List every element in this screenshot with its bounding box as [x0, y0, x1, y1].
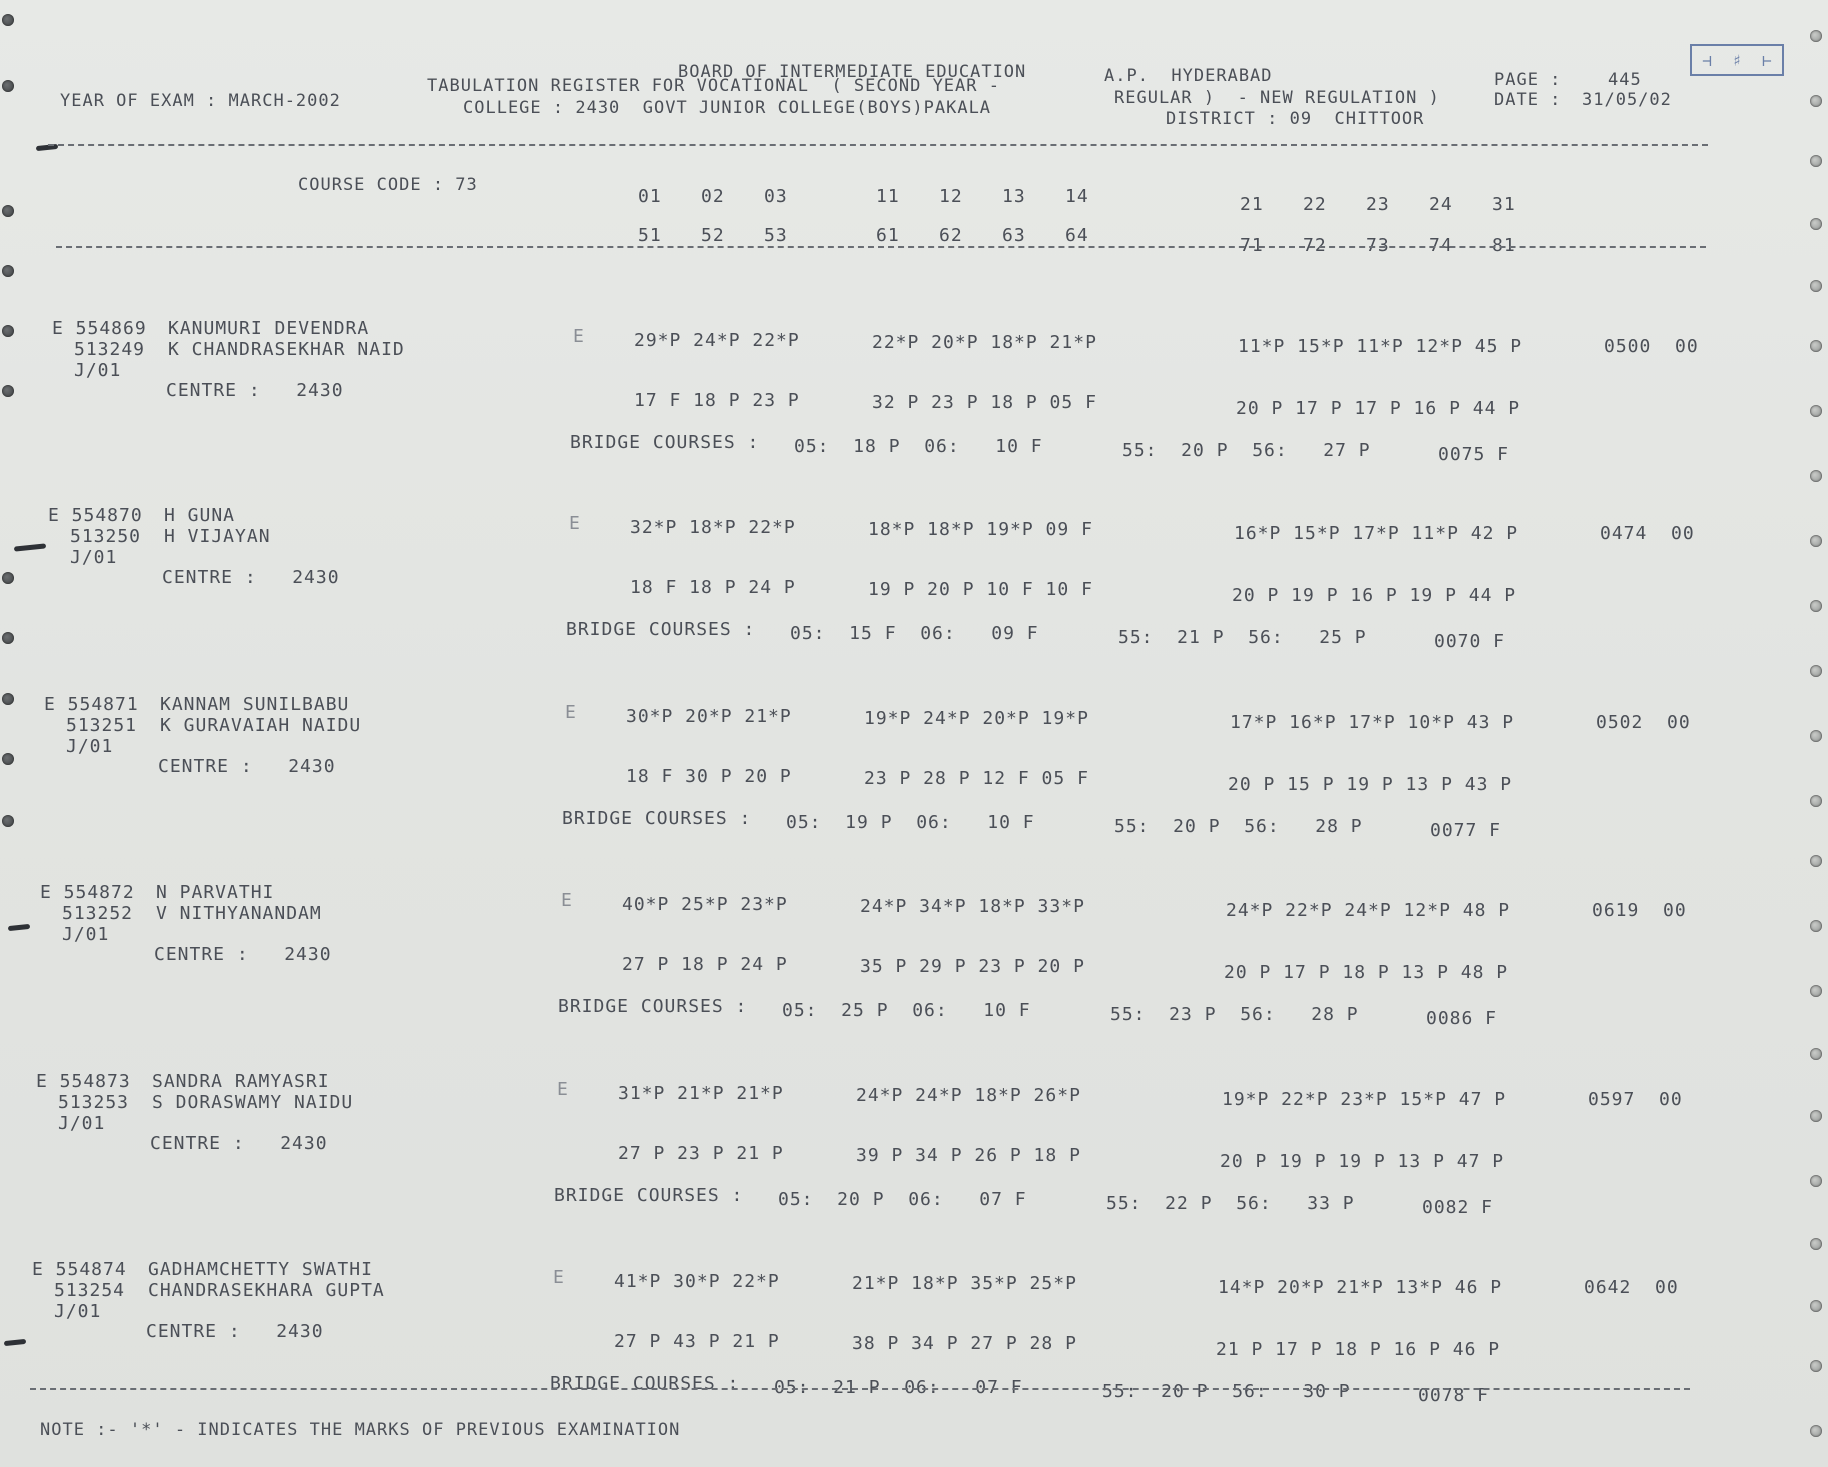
- subject-code: 74: [1429, 235, 1453, 256]
- marks-part2-current: 23 P 28 P 12 F 05 F: [864, 768, 1089, 789]
- student-name: SANDRA RAMYASRI: [152, 1071, 330, 1092]
- bridge-courses-label: BRIDGE COURSES :: [550, 1373, 740, 1394]
- student-father-name: H VIJAYAN: [164, 526, 271, 547]
- subject-code: 61: [876, 225, 900, 246]
- subject-code: 52: [701, 225, 725, 246]
- student-medium: E: [565, 702, 577, 723]
- student-group: J/01: [54, 1301, 102, 1322]
- student-father-name: S DORASWAMY NAIDU: [152, 1092, 354, 1113]
- student-father-name: CHANDRASEKHARA GUPTA: [148, 1280, 385, 1301]
- bridge-courses-label: BRIDGE COURSES :: [554, 1185, 744, 1206]
- subject-code: 73: [1366, 235, 1390, 256]
- subject-code: 23: [1366, 194, 1390, 215]
- student-centre: CENTRE : 2430: [162, 567, 340, 588]
- marks-part1-current: 27 P 43 P 21 P: [614, 1331, 780, 1352]
- marks-part1-prev: 32*P 18*P 22*P: [630, 517, 796, 538]
- marks-part1-current: 27 P 18 P 24 P: [622, 954, 788, 975]
- student-register-number: 513249: [74, 339, 146, 360]
- college-line: COLLEGE : 2430 GOVT JUNIOR COLLEGE(BOYS)PAKALA: [463, 98, 992, 118]
- marks-part1-prev: 29*P 24*P 22*P: [634, 330, 800, 351]
- marks-part1-prev: 40*P 25*P 23*P: [622, 894, 788, 915]
- marks-part2-current: 19 P 20 P 10 F 10 F: [868, 579, 1093, 600]
- page-number: 445: [1608, 70, 1642, 90]
- student-medium: E: [561, 890, 573, 911]
- board-logo: [1690, 44, 1784, 76]
- marks-part3-prev: 11*P 15*P 11*P 12*P 45 P: [1238, 336, 1523, 357]
- student-register-number: 513250: [70, 526, 142, 547]
- student-total: 0474 00: [1600, 523, 1695, 544]
- page-label: PAGE :: [1494, 70, 1562, 90]
- student-medium: E: [573, 326, 585, 347]
- bridge-courses-total: 0082 F: [1422, 1197, 1494, 1218]
- student-medium: E: [569, 513, 581, 534]
- logo-left-mark: ⊣: [1702, 50, 1712, 70]
- pen-mark: [14, 543, 46, 551]
- student-name: H GUNA: [164, 505, 236, 526]
- subject-code: 13: [1002, 186, 1026, 207]
- register-title-1: TABULATION REGISTER FOR VOCATIONAL ( SECOND YEAR -: [427, 76, 1000, 96]
- marks-part2-prev: 24*P 24*P 18*P 26*P: [856, 1085, 1081, 1106]
- marks-part2-current: 35 P 29 P 23 P 20 P: [860, 956, 1085, 977]
- bridge-courses-05-06: 05: 15 F 06: 09 F: [790, 623, 1039, 644]
- marks-part2-prev: 24*P 34*P 18*P 33*P: [860, 896, 1085, 917]
- subject-code: 62: [939, 225, 963, 246]
- subject-code: 31: [1492, 194, 1516, 215]
- marks-part2-prev: 21*P 18*P 35*P 25*P: [852, 1273, 1077, 1294]
- student-name: GADHAMCHETTY SWATHI: [148, 1259, 373, 1280]
- student-father-name: K GURAVAIAH NAIDU: [160, 715, 362, 736]
- logo-center-mark: ♯: [1732, 50, 1742, 70]
- student-medium: E: [553, 1267, 565, 1288]
- bridge-courses-total: 0077 F: [1430, 820, 1502, 841]
- bridge-courses-55-56: 55: 20 P 56: 28 P: [1114, 816, 1363, 837]
- marks-part1-prev: 30*P 20*P 21*P: [626, 706, 792, 727]
- student-exam-number: E 554870: [48, 505, 143, 526]
- student-father-name: V NITHYANANDAM: [156, 903, 322, 924]
- bridge-courses-55-56: 55: 21 P 56: 25 P: [1118, 627, 1367, 648]
- date-label: DATE :: [1494, 90, 1562, 110]
- student-group: J/01: [74, 360, 122, 381]
- student-centre: CENTRE : 2430: [158, 756, 336, 777]
- marks-part2-prev: 19*P 24*P 20*P 19*P: [864, 708, 1089, 729]
- date-value: 31/05/02: [1582, 90, 1672, 110]
- footer-note: NOTE :- '*' - INDICATES THE MARKS OF PREVIOUS EXAMINATION: [40, 1420, 681, 1440]
- marks-part3-prev: 24*P 22*P 24*P 12*P 48 P: [1226, 900, 1511, 921]
- marks-part3-current: 20 P 15 P 19 P 13 P 43 P: [1228, 774, 1513, 795]
- bridge-courses-05-06: 05: 21 P 06: 07 F: [774, 1377, 1023, 1398]
- course-code: COURSE CODE : 73: [298, 175, 478, 195]
- student-exam-number: E 554873: [36, 1071, 131, 1092]
- student-centre: CENTRE : 2430: [150, 1133, 328, 1154]
- state-title: A.P. HYDERABAD: [1104, 66, 1273, 86]
- subject-code: 03: [764, 186, 788, 207]
- student-group: J/01: [70, 547, 118, 568]
- bridge-courses-total: 0086 F: [1426, 1008, 1498, 1029]
- subject-code: 81: [1492, 235, 1516, 256]
- student-exam-number: E 554871: [44, 694, 139, 715]
- left-feed-strip: [2, 0, 18, 1467]
- student-register-number: 513254: [54, 1280, 126, 1301]
- bridge-courses-55-56: 55: 22 P 56: 33 P: [1106, 1193, 1355, 1214]
- marks-part1-current: 17 F 18 P 23 P: [634, 390, 800, 411]
- bridge-courses-total: 0078 F: [1418, 1385, 1490, 1406]
- column-header-divider: [56, 246, 1706, 248]
- marks-part3-current: 21 P 17 P 18 P 16 P 46 P: [1216, 1339, 1501, 1360]
- bridge-courses-05-06: 05: 25 P 06: 10 F: [782, 1000, 1031, 1021]
- district-line: DISTRICT : 09 CHITTOOR: [1166, 109, 1425, 129]
- student-name: N PARVATHI: [156, 882, 275, 903]
- marks-part1-current: 18 F 30 P 20 P: [626, 766, 792, 787]
- marks-part2-prev: 22*P 20*P 18*P 21*P: [872, 332, 1097, 353]
- student-exam-number: E 554874: [32, 1259, 127, 1280]
- subject-code: 14: [1065, 186, 1089, 207]
- student-register-number: 513252: [62, 903, 134, 924]
- register-title-2: REGULAR ) - NEW REGULATION ): [1114, 88, 1440, 108]
- marks-part1-current: 18 F 18 P 24 P: [630, 577, 796, 598]
- marks-part3-prev: 17*P 16*P 17*P 10*P 43 P: [1230, 712, 1515, 733]
- marks-part1-current: 27 P 23 P 21 P: [618, 1143, 784, 1164]
- student-total: 0500 00: [1604, 336, 1699, 357]
- subject-code: 71: [1240, 235, 1264, 256]
- subject-code: 53: [764, 225, 788, 246]
- subject-code: 63: [1002, 225, 1026, 246]
- marks-part2-current: 39 P 34 P 26 P 18 P: [856, 1145, 1081, 1166]
- student-group: J/01: [66, 736, 114, 757]
- bridge-courses-label: BRIDGE COURSES :: [558, 996, 748, 1017]
- subject-code: 21: [1240, 194, 1264, 215]
- subject-code: 01: [638, 186, 662, 207]
- bridge-courses-label: BRIDGE COURSES :: [570, 432, 760, 453]
- bridge-courses-55-56: 55: 20 P 56: 30 P: [1102, 1381, 1351, 1402]
- pen-mark: [8, 924, 30, 931]
- student-exam-number: E 554872: [40, 882, 135, 903]
- marks-part3-current: 20 P 17 P 18 P 13 P 48 P: [1224, 962, 1509, 983]
- student-total: 0502 00: [1596, 712, 1691, 733]
- subject-code: 02: [701, 186, 725, 207]
- marks-part3-current: 20 P 17 P 17 P 16 P 44 P: [1236, 398, 1521, 419]
- board-title: BOARD OF INTERMEDIATE EDUCATION: [678, 62, 1027, 82]
- subject-code: 11: [876, 186, 900, 207]
- header-divider: [48, 144, 1708, 146]
- student-medium: E: [557, 1079, 569, 1100]
- bridge-courses-55-56: 55: 20 P 56: 27 P: [1122, 440, 1371, 461]
- student-centre: CENTRE : 2430: [166, 380, 344, 401]
- bridge-courses-05-06: 05: 18 P 06: 10 F: [794, 436, 1043, 457]
- student-name: KANUMURI DEVENDRA: [168, 318, 370, 339]
- marks-part3-prev: 19*P 22*P 23*P 15*P 47 P: [1222, 1089, 1507, 1110]
- subject-code: 24: [1429, 194, 1453, 215]
- student-name: KANNAM SUNILBABU: [160, 694, 350, 715]
- student-register-number: 513253: [58, 1092, 130, 1113]
- bridge-courses-label: BRIDGE COURSES :: [562, 808, 752, 829]
- bridge-courses-05-06: 05: 19 P 06: 10 F: [786, 812, 1035, 833]
- student-group: J/01: [58, 1113, 106, 1134]
- marks-part3-current: 20 P 19 P 19 P 13 P 47 P: [1220, 1151, 1505, 1172]
- year-of-exam: YEAR OF EXAM : MARCH-2002: [60, 91, 341, 111]
- bridge-courses-05-06: 05: 20 P 06: 07 F: [778, 1189, 1027, 1210]
- subject-code: 51: [638, 225, 662, 246]
- footer-divider: [30, 1388, 1690, 1390]
- student-total: 0619 00: [1592, 900, 1687, 921]
- marks-part3-prev: 14*P 20*P 21*P 13*P 46 P: [1218, 1277, 1503, 1298]
- marks-part2-current: 38 P 34 P 27 P 28 P: [852, 1333, 1077, 1354]
- marks-part1-prev: 31*P 21*P 21*P: [618, 1083, 784, 1104]
- student-group: J/01: [62, 924, 110, 945]
- bridge-courses-55-56: 55: 23 P 56: 28 P: [1110, 1004, 1359, 1025]
- student-register-number: 513251: [66, 715, 138, 736]
- subject-code: 22: [1303, 194, 1327, 215]
- bridge-courses-total: 0075 F: [1438, 444, 1510, 465]
- logo-right-mark: ⊢: [1762, 50, 1772, 70]
- subject-code: 72: [1303, 235, 1327, 256]
- subject-code: 12: [939, 186, 963, 207]
- student-total: 0642 00: [1584, 1277, 1679, 1298]
- marks-part1-prev: 41*P 30*P 22*P: [614, 1271, 780, 1292]
- student-father-name: K CHANDRASEKHAR NAID: [168, 339, 405, 360]
- bridge-courses-label: BRIDGE COURSES :: [566, 619, 756, 640]
- student-exam-number: E 554869: [52, 318, 147, 339]
- marks-part3-prev: 16*P 15*P 17*P 11*P 42 P: [1234, 523, 1519, 544]
- marks-part3-current: 20 P 19 P 16 P 19 P 44 P: [1232, 585, 1517, 606]
- student-centre: CENTRE : 2430: [146, 1321, 324, 1342]
- bridge-courses-total: 0070 F: [1434, 631, 1506, 652]
- marks-part2-prev: 18*P 18*P 19*P 09 F: [868, 519, 1093, 540]
- marks-part2-current: 32 P 23 P 18 P 05 F: [872, 392, 1097, 413]
- student-centre: CENTRE : 2430: [154, 944, 332, 965]
- student-total: 0597 00: [1588, 1089, 1683, 1110]
- subject-code: 64: [1065, 225, 1089, 246]
- right-feed-strip: [1810, 0, 1826, 1467]
